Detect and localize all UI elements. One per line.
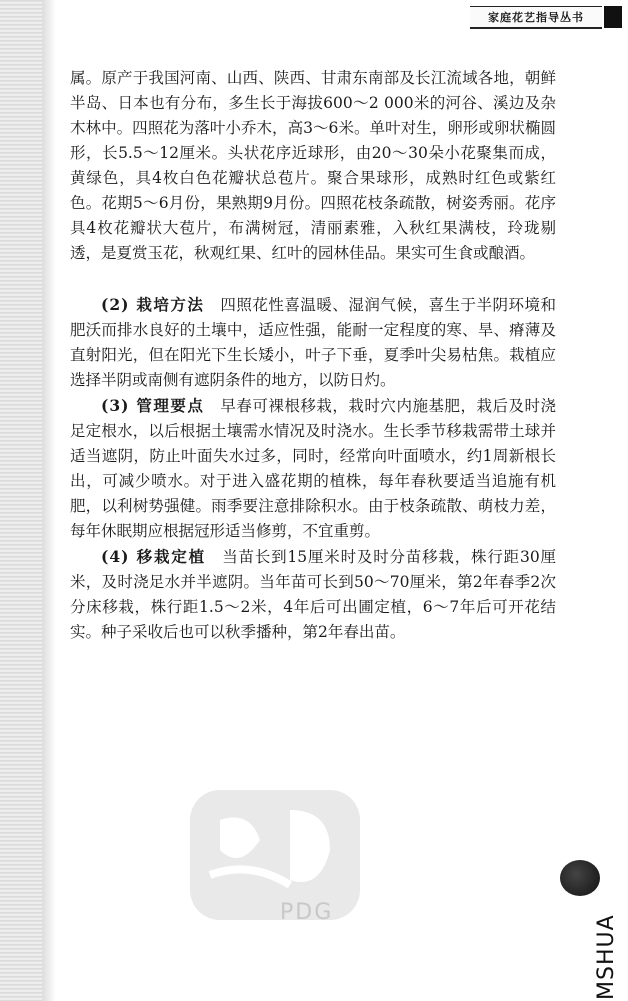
heading-transplant: (4) 移栽定植 <box>101 547 206 566</box>
header-block-mark <box>604 6 622 28</box>
scan-edge-shadow <box>0 0 42 1001</box>
text-management: 早春可裸根移栽，栽时穴内施基肥，栽后及时浇足定根水，以后根据土壤需水情况及时浇水。生长季节移栽需带土球并适当遮阴，防止叶面失水过多，同时，经常向叶面喷水，约1周新根长出，可减少喷水。对于进入盛花期的植株，每年春秋要适当追施有机肥，以利树势强健。雨季要注意排除积水。由于枝条疏散、萌枝力差，每年休眠期应根据冠形适当修剪，不宜重剪。 <box>70 397 556 540</box>
series-title: 家庭花艺指导丛书 <box>470 6 602 29</box>
paragraph-intro: 属。原产于我国河南、山西、陕西、甘肃东南部及长江流域各地，朝鲜半岛、日本也有分布，多生长于海拔600～2 000米的河谷、溪边及杂木林中。四照花为落叶小乔木，高3～6米。单叶对生，卵形或卵状椭圆形，长5.5～12厘米。头状花序近球形，由20～30朵小花聚集而成，黄绿色，具4枚白色花瓣状总苞片。聚合果球形，成熟时红色或紫红色。花期5～6月份，果熟期9月份。四照花枝条疏散，树姿秀丽。花序具4枚花瓣状大苞片，布满树冠，清丽素雅，入秋红果满枝，玲珑剔透，是夏赏玉花，秋观红果、红叶的园林佳品。果实可生食或酿酒。 <box>70 69 556 262</box>
text-cultivation: 四照花性喜温暖、湿润气候，喜生于半阴环境和肥沃而排水良好的土壤中，适应性强，能耐一定程度的寒、旱、瘠薄及直射阳光，但在阳光下生长矮小，叶子下垂，夏季叶尖易枯焦。栽植应选择半阴或南侧有遮阴条件的地方，以防日灼。 <box>70 296 556 389</box>
paragraph-management <box>70 393 556 544</box>
text-transplant: 当苗长到15厘米时及时分苗移栽，株行距30厘米，及时浇足水并半遮阴。当年苗可长到50～70厘米，第2年春季2次分床移栽，株行距1.5～2米，4年后可出圃定植，6～7年后可开花结实。种子采收后也可以秋季播种，第2年春出苗。 <box>70 548 556 641</box>
heading-management: (3) 管理要点 <box>101 396 205 415</box>
paragraph-transplant <box>70 544 556 645</box>
seal-watermark-icon <box>170 780 380 930</box>
body-text <box>70 66 556 645</box>
side-watermark: MSHUA <box>594 914 619 1000</box>
paragraph-cultivation <box>70 292 556 393</box>
scan-edge-fade <box>42 0 56 1001</box>
heading-cultivation: (2) 栽培方法 <box>101 295 205 314</box>
watermark-label: PDG <box>280 900 334 925</box>
